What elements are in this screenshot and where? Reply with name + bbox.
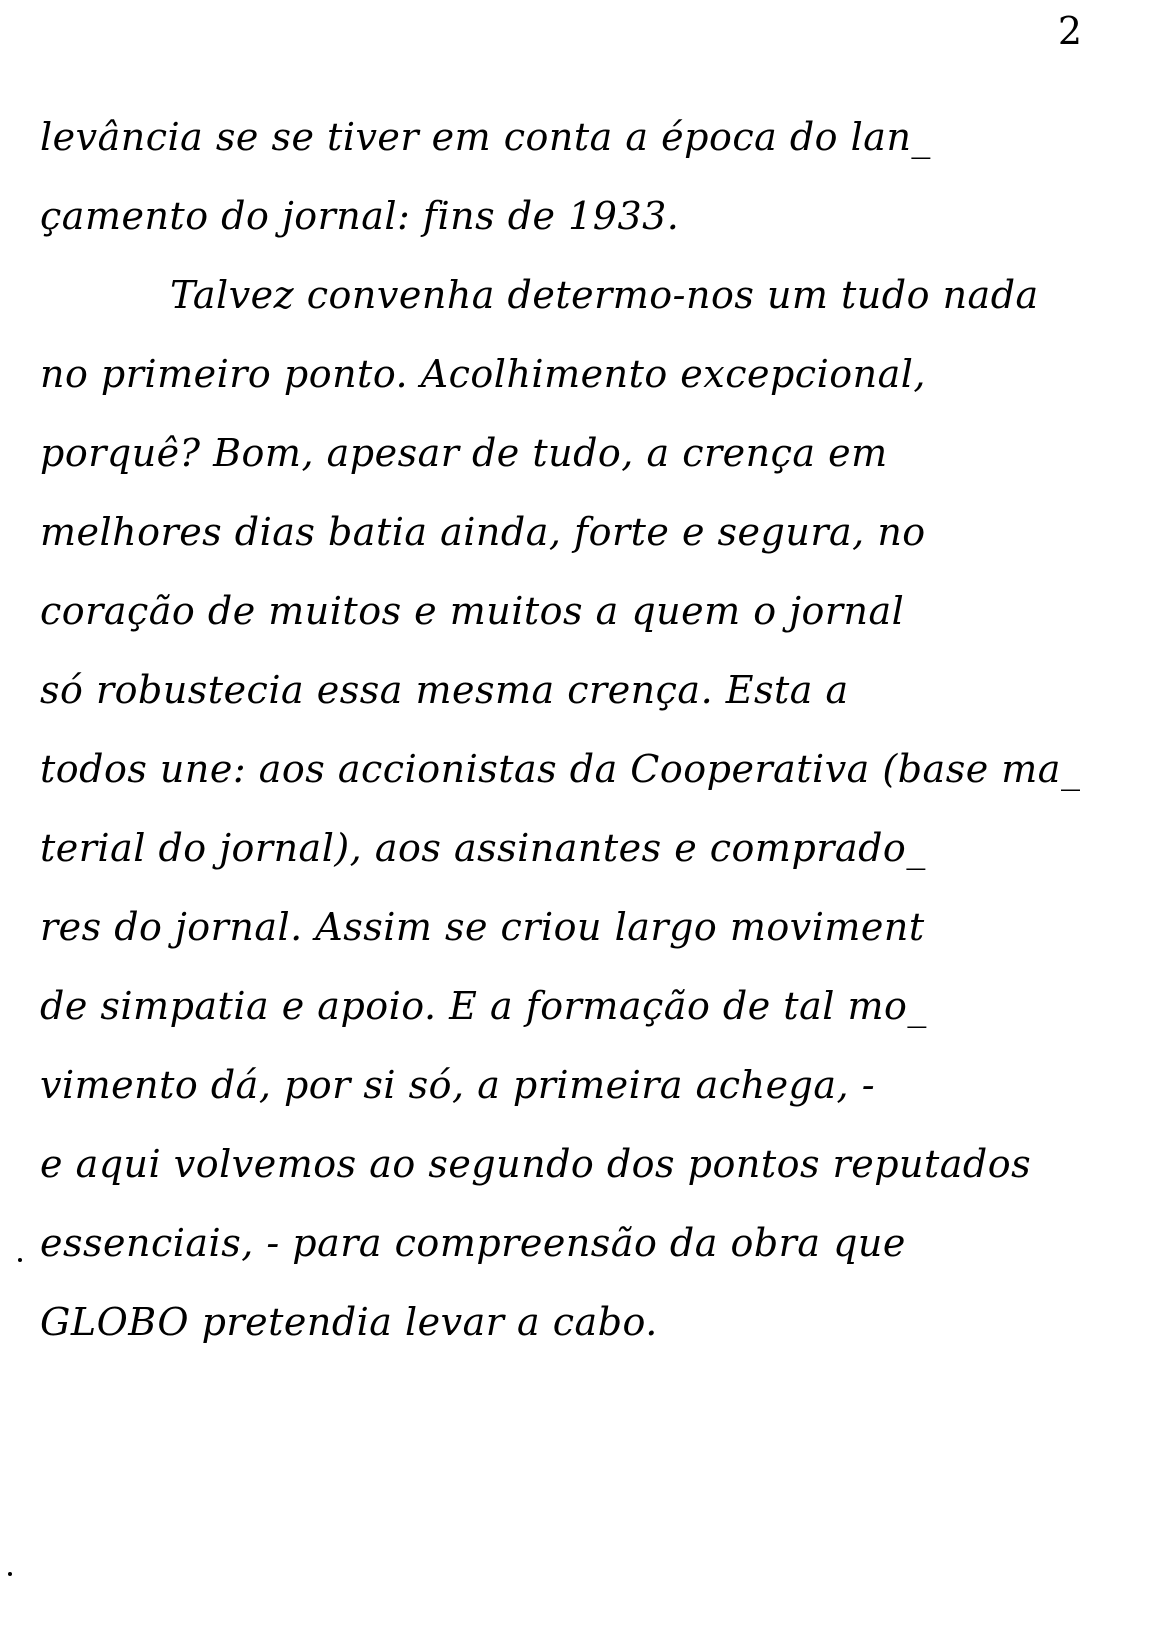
page-number: 2 [1057, 9, 1082, 53]
text-line: porquê? Bom, apesar de tudo, a crença em [40, 431, 888, 475]
text-line: melhores dias batia ainda, forte e segura, no [40, 510, 926, 554]
text-line: coração de muitos e muitos a quem o jornal [40, 589, 905, 633]
handwritten-text-body [40, 98, 1120, 1362]
text-line: e aqui volvemos ao segundo dos pontos reputados [40, 1142, 1032, 1186]
text-line: çamento do jornal: fins de 1933. [40, 194, 680, 238]
text-line: no primeiro ponto. Acolhimento excepcional, [40, 352, 926, 396]
text-line: todos une: aos accionistas da Cooperativa (base ma_ [40, 747, 1081, 791]
text-line: Talvez convenha determo-nos um tudo nada [170, 273, 1039, 317]
text-line: GLOBO pretendia levar a cabo. [40, 1300, 658, 1344]
text-line: vimento dá, por si só, a primeira achega, - [40, 1063, 876, 1107]
text-line: terial do jornal), aos assinantes e comprado_ [40, 826, 926, 870]
text-line: res do jornal. Assim se criou largo moviment [40, 905, 925, 949]
text-line: só robustecia essa mesma crença. Esta a [40, 668, 849, 712]
text-line: essenciais, - para compreensão da obra que [40, 1221, 906, 1265]
ink-speck [8, 1572, 12, 1576]
text-line: levância se se tiver em conta a época do lan_ [40, 115, 931, 159]
text-line: de simpatia e apoio. E a formação de tal mo_ [40, 984, 927, 1028]
ink-speck [18, 1258, 22, 1262]
